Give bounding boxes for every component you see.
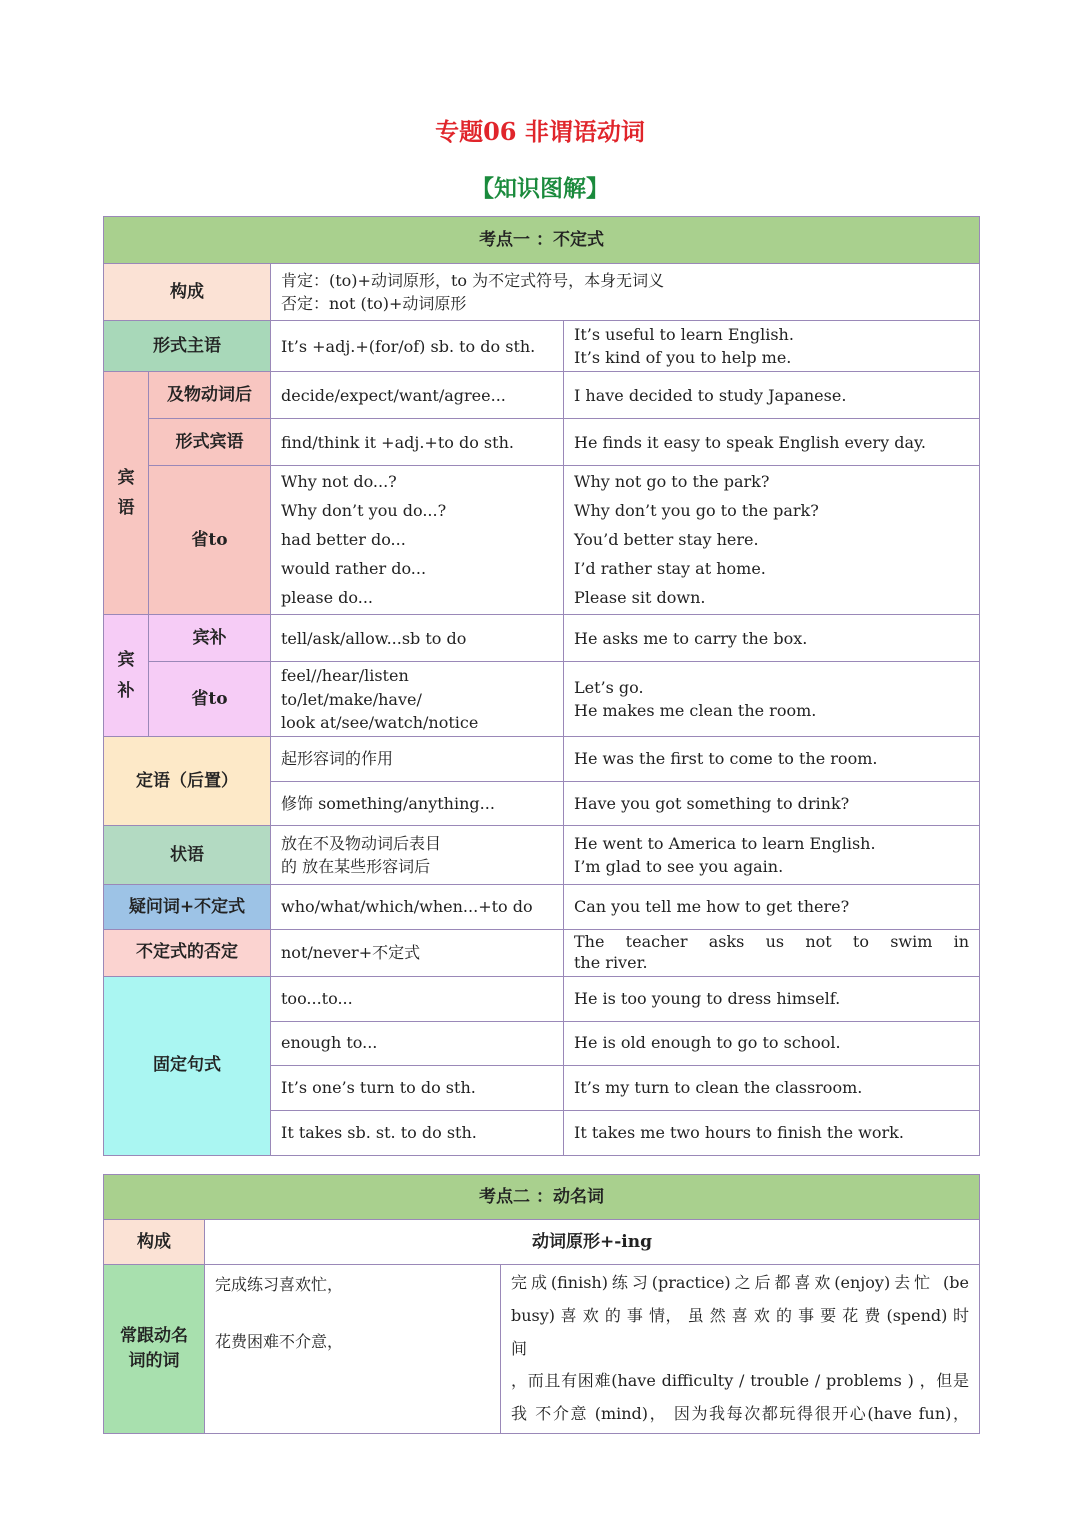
pattern-line: would rather do... (281, 558, 427, 578)
description-line: 完成(finish)练习(practice)之后都喜欢(enjoy)去忙 (be (511, 1273, 969, 1292)
pattern-cell: 修饰 something/anything... (271, 781, 564, 825)
pattern-cell: decide/expect/want/agree... (271, 372, 564, 419)
row-label-attributive: 定语（后置） (104, 736, 271, 825)
example-line: Please sit down. (574, 587, 706, 607)
page-title: 专题06 非谓语动词 (435, 117, 645, 146)
pattern-cell: find/think it +adj.+to do sth. (271, 419, 564, 466)
pattern-cell (271, 662, 564, 737)
pattern-list-cell (271, 466, 564, 615)
pattern-line: feel//hear/listen to/let/make/have/ (281, 666, 422, 709)
gerund-form: 动词原形+-ing (205, 1220, 980, 1265)
row-label-composition: 构成 (104, 1220, 205, 1265)
example-line: Let’s go. (574, 677, 644, 697)
pattern-cell: not/never+不定式 (271, 929, 564, 976)
infinitive-table (103, 216, 980, 1156)
row-label-interrogative-infinitive: 疑问词+不定式 (104, 884, 271, 929)
group-label-object (104, 372, 149, 615)
composition-positive: 肯定：(to)+动词原形，to 为不定式符号，本身无词义 (281, 270, 665, 290)
pattern-line: Why not do...? (281, 472, 397, 492)
description-cell (501, 1265, 980, 1434)
example-line: He makes me clean the room. (574, 701, 817, 721)
example-cell: Have you got something to drink? (564, 781, 980, 825)
example-cell: He was the first to come to the room. (564, 736, 980, 781)
example-cell (564, 825, 980, 884)
table-header: 考点一 ：不定式 (104, 217, 980, 264)
example-cell: He asks me to carry the box. (564, 615, 980, 662)
example-line: It’s useful to learn English. (574, 325, 794, 344)
row-label-omit-to: 省to (149, 466, 271, 615)
pattern-line: Why don’t you do...? (281, 501, 447, 521)
pattern-line: 放在不及物动词后表目 (281, 833, 442, 853)
group-char: 补 (117, 680, 135, 701)
pattern-line: 的 放在某些形容词后 (281, 856, 431, 876)
row-label-adverbial: 状语 (104, 825, 271, 884)
example-cell: It takes me two hours to finish the work. (564, 1110, 980, 1155)
mnemonic-line: 花费困难不介意， (215, 1332, 344, 1352)
pattern-cell: 起形容词的作用 (271, 736, 564, 781)
example-line: You’d better stay here. (574, 529, 759, 549)
example-line: Why not go to the park? (574, 472, 770, 492)
group-char: 宾 (117, 467, 135, 488)
section-subtitle: 【知识图解】 (471, 175, 609, 202)
example-cell: I have decided to study Japanese. (564, 372, 980, 419)
pattern-line: please do... (281, 587, 373, 607)
mnemonic-cell (205, 1265, 501, 1434)
group-label-object-complement (104, 615, 149, 737)
example-cell (564, 662, 980, 737)
pattern-cell: It takes sb. st. to do sth. (271, 1110, 564, 1155)
pattern-cell (271, 825, 564, 884)
example-cell: Can you tell me how to get there? (564, 884, 980, 929)
mnemonic-line: 完成练习喜欢忙， (215, 1275, 344, 1294)
example-cell: It’s my turn to clean the classroom. (564, 1065, 980, 1110)
pattern-cell: It’s +adj.+(for/of) sb. to do sth. (271, 321, 564, 372)
pattern-cell: too...to... (271, 976, 564, 1021)
example-line: the river. (574, 952, 648, 972)
composition-content (271, 264, 980, 321)
example-line: He went to America to learn English. (574, 833, 876, 853)
composition-negative: 否定：not (to)+动词原形 (281, 294, 467, 313)
pattern-cell: It’s one’s turn to do sth. (271, 1065, 564, 1110)
description-line: busy) 喜 欢 的 事 情， 虽 然 喜 欢 的 事 要 花 费 (spend) 时间 (511, 1305, 969, 1358)
group-char: 语 (117, 498, 135, 519)
row-label-formal-object: 形式宾语 (149, 419, 271, 466)
example-cell: He is old enough to go to school. (564, 1021, 980, 1065)
pattern-cell: who/what/which/when...+to do (271, 884, 564, 929)
row-label-words-followed-by-gerund: 常跟动名词的词 (104, 1265, 205, 1434)
description-line: 我 不介意 (mind)， 因为我每次都玩得很开心(have fun)， (511, 1404, 969, 1424)
example-cell (564, 929, 980, 976)
row-label-composition: 构成 (104, 264, 271, 321)
example-cell: He is too young to dress himself. (564, 976, 980, 1021)
pattern-cell: tell/ask/allow...sb to do (271, 615, 564, 662)
row-label-fixed-patterns: 固定句式 (104, 976, 271, 1155)
example-line: Why don’t you go to the park? (574, 501, 819, 521)
gerund-table (103, 1174, 980, 1434)
pattern-line: look at/see/watch/notice (281, 712, 479, 732)
pattern-cell: enough to... (271, 1021, 564, 1065)
row-label-after-transitive: 及物动词后 (149, 372, 271, 419)
example-line: It’s kind of you to help me. (574, 348, 792, 368)
example-cell: He finds it easy to speak English every day. (564, 419, 980, 466)
row-label-object-complement: 宾补 (149, 615, 271, 662)
description-line: ，而且有困难(have difficulty / trouble / problems ) ，但是 (511, 1371, 969, 1391)
row-label-omit-to: 省to (149, 662, 271, 737)
row-label-infinitive-negation: 不定式的否定 (104, 929, 271, 976)
table-header: 考点二 ：动名词 (104, 1175, 980, 1220)
example-list-cell (564, 466, 980, 615)
example-line: I’d rather stay at home. (574, 558, 766, 578)
example-line: The teacher asks us not to swim in (574, 931, 970, 951)
group-char: 宾 (117, 650, 135, 671)
pattern-line: had better do... (281, 529, 406, 549)
example-cell (564, 321, 980, 372)
row-label-formal-subject: 形式主语 (104, 321, 271, 372)
example-line: I’m glad to see you again. (574, 856, 784, 876)
